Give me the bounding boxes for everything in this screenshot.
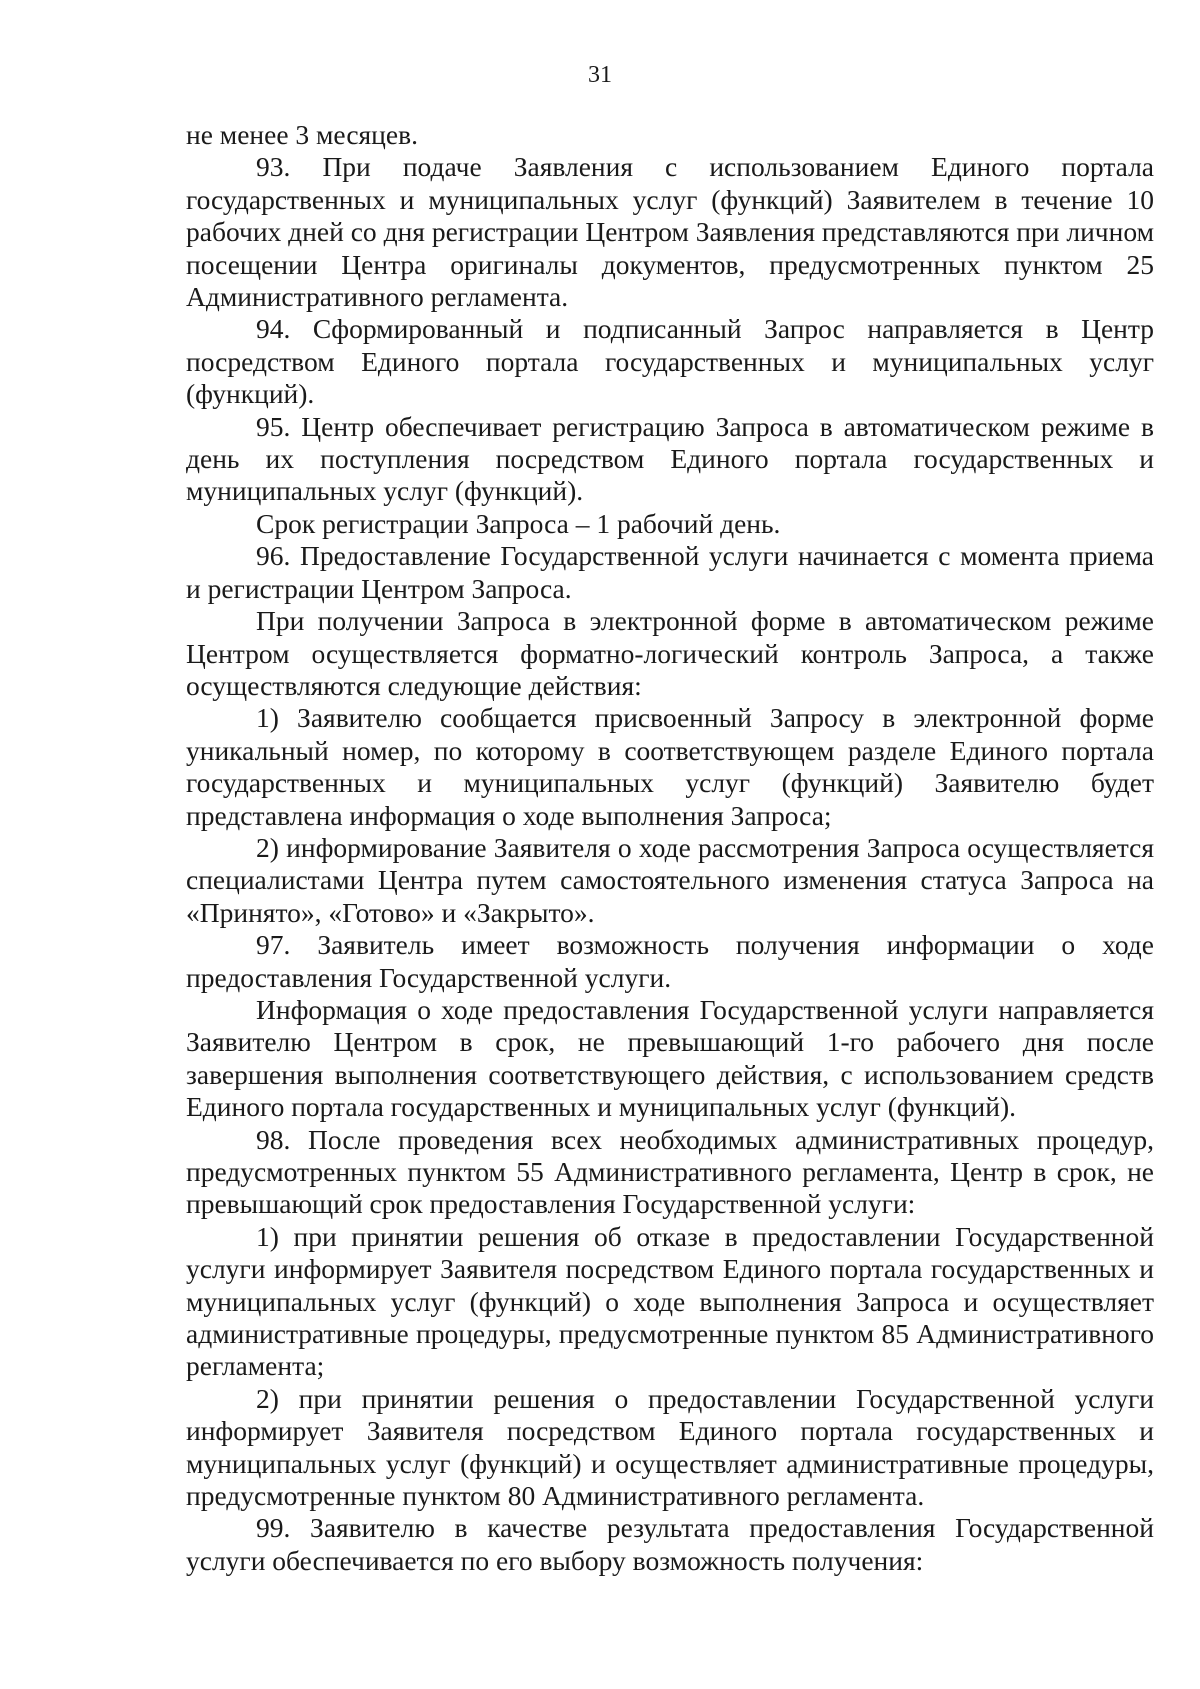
paragraph-98: 98. После проведения всех необходимых административных процедур, предусмотренных пунктом 55 Административного регламента, Центр в срок, не превышающий срок предоставления Государственной услуги: [186, 1123, 1154, 1220]
document-body [186, 119, 1154, 1577]
paragraph-electronic-request: При получении Запроса в электронной форме в автоматическом режиме Центром осуществляется форматно-логический контроль Запроса, а также осуществляются следующие действия: [186, 605, 1154, 701]
list-item-98-2: 2) при принятии решения о предоставлении Государственной услуги информирует Заявителя посредством Единого портала государственных и муниципальных услуг (функций) и осуществляет административные процедуры, предусмотренные пунктом 80 Административного регламента. [186, 1382, 1154, 1512]
paragraph-99: 99. Заявителю в качестве результата предоставления Государственной услуги обеспечивается по его выбору возможность получения: [186, 1512, 1154, 1576]
list-item-96-1: 1) Заявителю сообщается присвоенный Запросу в электронной форме уникальный номер, по которому в соответствующем разделе Единого портала государственных и муниципальных услуг (функций) Заявителю будет представлена информация о ходе выполнения Запроса; [186, 702, 1154, 831]
paragraph-97: 97. Заявитель имеет возможность получения информации о ходе предоставления Государственной услуги. [186, 929, 1154, 993]
page-number: 31 [588, 62, 612, 88]
list-item-98-1: 1) при принятии решения об отказе в предоставлении Государственной услуги информирует Заявителя посредством Единого портала государственных и муниципальных услуг (функций) о ходе выполнения Запроса и осуществляет административные процедуры, предусмотренные пунктом 85 Административного регламента; [186, 1220, 1154, 1382]
paragraph-95: 95. Центр обеспечивает регистрацию Запроса в автоматическом режиме в день их поступления посредством Единого портала государственных и муниципальных услуг (функций). [186, 410, 1154, 507]
paragraph-continuation: не менее 3 месяцев. [186, 119, 418, 150]
paragraph-96: 96. Предоставление Государственной услуги начинается с момента приема и регистрации Центром Запроса. [186, 540, 1154, 604]
paragraph-registration-term: Срок регистрации Запроса – 1 рабочий день. [256, 507, 781, 539]
list-item-96-2: 2) информирование Заявителя о ходе рассмотрения Запроса осуществляется специалистами Центра путем самостоятельного изменения статуса Запроса на «Принято», «Готово» и «Закрыто». [186, 831, 1154, 928]
paragraph-93: 93. При подаче Заявления с использованием Единого портала государственных и муниципальных услуг (функций) Заявителем в течение 10 рабочих дней со дня регистрации Центром Заявления представляются при личном посещении Центра оригиналы документов, предусмотренных пунктом 25 Административного регламента. [186, 151, 1154, 313]
paragraph-progress-info: Информация о ходе предоставления Государственной услуги направляется Заявителю Центром в срок, не превышающий 1-го рабочего дня после завершения выполнения соответствующего действия, с использованием средств Единого портала государственных и муниципальных услуг (функций). [186, 993, 1154, 1123]
paragraph-94: 94. Сформированный и подписанный Запрос направляется в Центр посредством Единого портала государственных и муниципальных услуг (функций). [186, 313, 1154, 410]
